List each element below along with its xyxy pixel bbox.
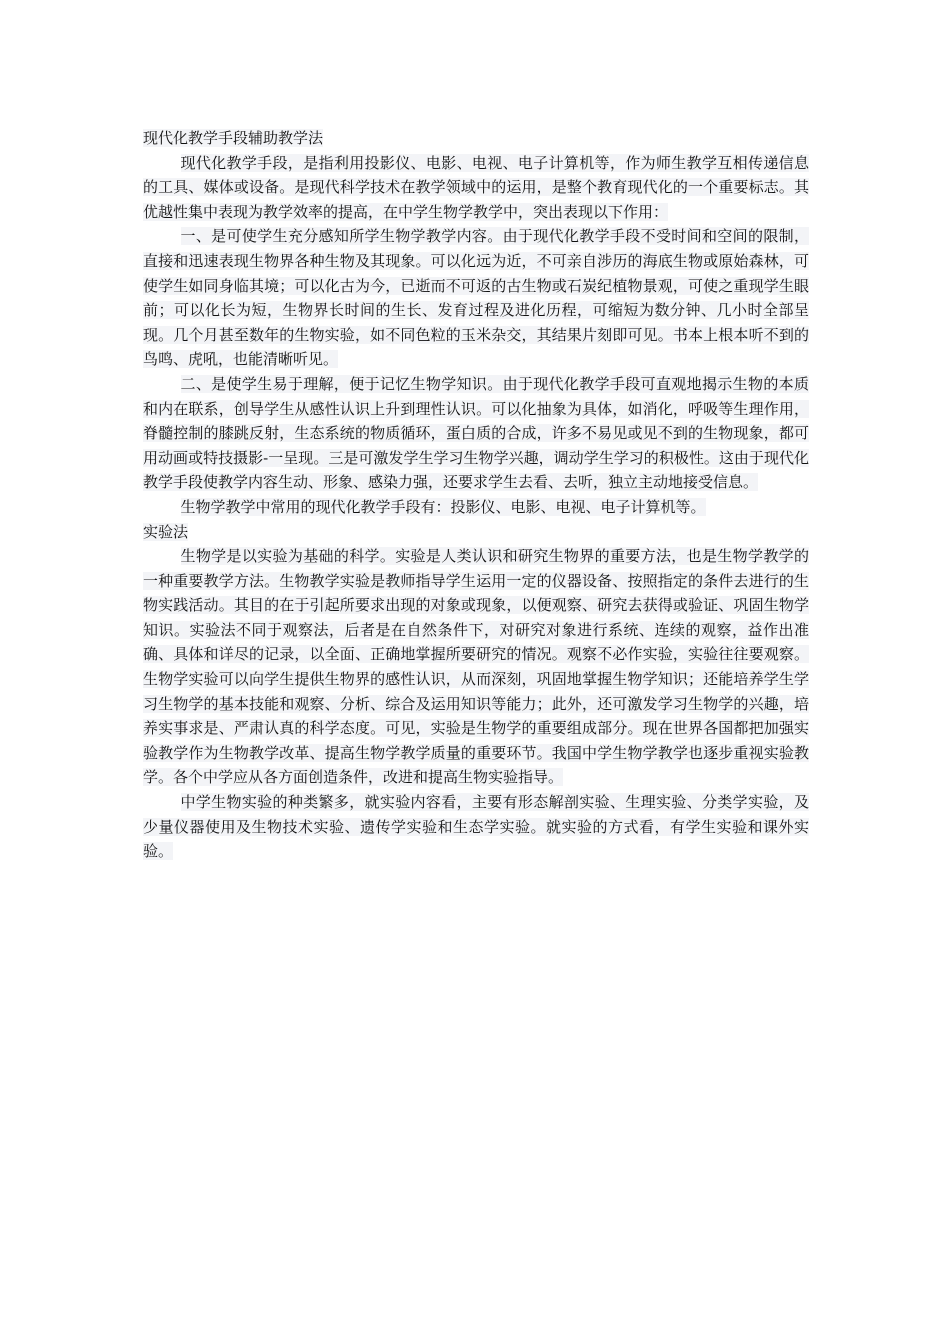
paragraph-modern-point-two bbox=[143, 372, 809, 495]
paragraph-text: 一、是可使学生充分感知所学生物学教学内容。由于现代化教学手段不受时间和空间的限制，直接和迅速表现生物界各种生物及其现象。可以化远为近，不可亲自涉历的海底生物或原始森林，可使学生如同身临其境；可以化古为今，已逝而不可返的古生物或石炭纪植物景观，可使之重现学生眼前；可以化长为短，生物界长时间的生长、发育过程及进化历程，可缩短为数分钟、几小时全部呈现。几个月甚至数年的生物实验，如不同色粒的玉米杂交，其结果片刻即可见。书本上根本听不到的鸟鸣、虎吼，也能清晰听见。 bbox=[143, 227, 809, 369]
section-title-experiment-text: 实验法 bbox=[143, 522, 189, 541]
section-title-modern-teaching bbox=[143, 126, 809, 151]
section-title-experiment bbox=[143, 520, 809, 545]
paragraph-text: 二、是使学生易于理解，便于记忆生物学知识。由于现代化教学手段可直观地揭示生物的本质和内在联系，创导学生从感性认识上升到理性认识。可以化抽象为具体，如消化，呼吸等生理作用，脊髓控制的膝跳反射，生态系统的物质循环，蛋白质的合成，许多不易见或见不到的生物现象，都可用动画或特技摄影-一呈现。三是可激发学生学习生物学兴趣，调动学生学习的积极性。这由于现代化教学手段使教学内容生动、形象、感染力强，还要求学生去看、去听，独立主动地接受信息。 bbox=[143, 374, 809, 492]
paragraph-text: 生物学教学中常用的现代化教学手段有：投影仪、电影、电视、电子计算机等。 bbox=[180, 497, 706, 516]
paragraph-text: 现代化教学手段，是指利用投影仪、电影、电视、电子计算机等，作为师生教学互相传递信息的工具、媒体或设备。是现代科学技术在教学领域中的运用，是整个教育现代化的一个重要标志。其优越性集中表现为教学效率的提高，在中学生物学教学中，突出表现以下作用： bbox=[143, 153, 809, 221]
paragraph-text: 生物学是以实验为基础的科学。实验是人类认识和研究生物界的重要方法，也是生物学教学的一种重要教学方法。生物教学实验是教师指导学生运用一定的仪器设备、按照指定的条件去进行的生物实践活动。其目的在于引起所要求出现的对象或现象，以便观察、研究去获得或验证、巩固生物学知识。实验法不同于观察法，后者是在自然条件下，对研究对象进行系统、连续的观察，益作出准确、具体和详尽的记录，以全面、正确地掌握所要研究的情况。观察不必作实验，实验往往要观察。生物学实验可以向学生提供生物界的感性认识，从而深刻，巩固地掌握生物学知识；还能培养学生学习生物学的基本技能和观察、分析、综合及运用知识等能力；此外，还可激发学习生物学的兴趣，培养实事求是、严肃认真的科学态度。可见，实验是生物学的重要组成部分。现在世界各国都把加强实验教学作为生物教学改革、提高生物学教学质量的重要环节。我国中学生物学教学也逐步重视实验教学。各个中学应从各方面创造条件，改进和提高生物实验指导。 bbox=[143, 547, 809, 787]
paragraph-modern-tools bbox=[143, 495, 809, 520]
paragraph-text: 中学生物实验的种类繁多，就实验内容看，主要有形态解剖实验、生理实验、分类学实验，及少量仪器使用及生物技术实验、遗传学实验和生态学实验。就实验的方式看，有学生实验和课外实验。 bbox=[143, 793, 809, 861]
document-body bbox=[143, 126, 809, 864]
section-title-modern-teaching-text: 现代化教学手段辅助教学法 bbox=[143, 129, 324, 147]
paragraph-modern-point-one bbox=[143, 224, 809, 372]
paragraph-experiment-types bbox=[143, 790, 809, 864]
paragraph-modern-intro bbox=[143, 151, 809, 225]
paragraph-experiment-intro bbox=[143, 544, 809, 790]
